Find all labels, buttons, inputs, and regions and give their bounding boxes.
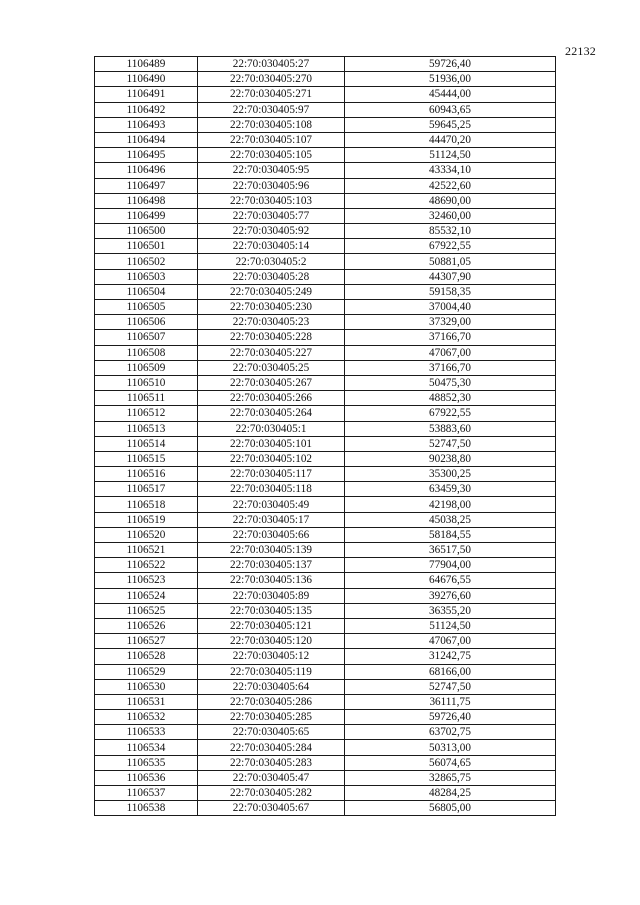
table-row <box>95 482 556 497</box>
table-row <box>95 725 556 740</box>
cadastral-number-cell: 22:70:030405:284 <box>198 740 345 755</box>
record-number-cell: 1106536 <box>95 770 198 785</box>
cadastral-number-cell: 22:70:030405:28 <box>198 269 345 284</box>
value-cell: 68166,00 <box>345 664 556 679</box>
value-cell: 52747,50 <box>345 679 556 694</box>
value-cell: 45444,00 <box>345 87 556 102</box>
table-row <box>95 679 556 694</box>
value-cell: 51124,50 <box>345 148 556 163</box>
table-row <box>95 801 556 816</box>
table-row <box>95 512 556 527</box>
cadastral-number-cell: 22:70:030405:228 <box>198 330 345 345</box>
value-cell: 47067,00 <box>345 634 556 649</box>
table-row <box>95 649 556 664</box>
value-cell: 59726,40 <box>345 57 556 72</box>
record-number-cell: 1106530 <box>95 679 198 694</box>
cadastral-value-table <box>94 56 556 816</box>
table-row <box>95 603 556 618</box>
record-number-cell: 1106526 <box>95 618 198 633</box>
cadastral-number-cell: 22:70:030405:66 <box>198 527 345 542</box>
value-cell: 32460,00 <box>345 208 556 223</box>
table-row <box>95 178 556 193</box>
cadastral-number-cell: 22:70:030405:2 <box>198 254 345 269</box>
value-cell: 56074,65 <box>345 755 556 770</box>
cadastral-number-cell: 22:70:030405:264 <box>198 406 345 421</box>
table-row <box>95 573 556 588</box>
record-number-cell: 1106533 <box>95 725 198 740</box>
cadastral-number-cell: 22:70:030405:67 <box>198 801 345 816</box>
cadastral-number-cell: 22:70:030405:285 <box>198 710 345 725</box>
record-number-cell: 1106529 <box>95 664 198 679</box>
record-number-cell: 1106496 <box>95 163 198 178</box>
table-row <box>95 239 556 254</box>
value-cell: 51936,00 <box>345 72 556 87</box>
record-number-cell: 1106498 <box>95 193 198 208</box>
value-cell: 51124,50 <box>345 618 556 633</box>
record-number-cell: 1106537 <box>95 786 198 801</box>
record-number-cell: 1106514 <box>95 436 198 451</box>
record-number-cell: 1106490 <box>95 72 198 87</box>
record-number-cell: 1106532 <box>95 710 198 725</box>
table-row <box>95 710 556 725</box>
record-number-cell: 1106493 <box>95 117 198 132</box>
table-row <box>95 148 556 163</box>
value-cell: 50313,00 <box>345 740 556 755</box>
record-number-cell: 1106499 <box>95 208 198 223</box>
table-row <box>95 436 556 451</box>
table-row <box>95 588 556 603</box>
record-number-cell: 1106489 <box>95 57 198 72</box>
cadastral-number-cell: 22:70:030405:95 <box>198 163 345 178</box>
value-cell: 39276,60 <box>345 588 556 603</box>
table-row <box>95 664 556 679</box>
cadastral-number-cell: 22:70:030405:120 <box>198 634 345 649</box>
table-row <box>95 391 556 406</box>
record-number-cell: 1106534 <box>95 740 198 755</box>
value-cell: 44307,90 <box>345 269 556 284</box>
cadastral-number-cell: 22:70:030405:118 <box>198 482 345 497</box>
value-cell: 63459,30 <box>345 482 556 497</box>
cadastral-number-cell: 22:70:030405:89 <box>198 588 345 603</box>
table-row <box>95 360 556 375</box>
record-number-cell: 1106502 <box>95 254 198 269</box>
value-cell: 56805,00 <box>345 801 556 816</box>
value-cell: 31242,75 <box>345 649 556 664</box>
value-cell: 37166,70 <box>345 360 556 375</box>
cadastral-number-cell: 22:70:030405:17 <box>198 512 345 527</box>
value-cell: 85532,10 <box>345 224 556 239</box>
record-number-cell: 1106535 <box>95 755 198 770</box>
value-cell: 37166,70 <box>345 330 556 345</box>
record-number-cell: 1106531 <box>95 694 198 709</box>
record-number-cell: 1106527 <box>95 634 198 649</box>
cadastral-number-cell: 22:70:030405:266 <box>198 391 345 406</box>
value-cell: 64676,55 <box>345 573 556 588</box>
record-number-cell: 1106494 <box>95 132 198 147</box>
value-cell: 48284,25 <box>345 786 556 801</box>
cadastral-number-cell: 22:70:030405:12 <box>198 649 345 664</box>
cadastral-number-cell: 22:70:030405:227 <box>198 345 345 360</box>
record-number-cell: 1106511 <box>95 391 198 406</box>
cadastral-number-cell: 22:70:030405:101 <box>198 436 345 451</box>
record-number-cell: 1106521 <box>95 543 198 558</box>
table-row <box>95 770 556 785</box>
record-number-cell: 1106492 <box>95 102 198 117</box>
value-cell: 32865,75 <box>345 770 556 785</box>
cadastral-number-cell: 22:70:030405:14 <box>198 239 345 254</box>
value-cell: 48852,30 <box>345 391 556 406</box>
cadastral-number-cell: 22:70:030405:136 <box>198 573 345 588</box>
record-number-cell: 1106523 <box>95 573 198 588</box>
value-cell: 63702,75 <box>345 725 556 740</box>
cadastral-number-cell: 22:70:030405:47 <box>198 770 345 785</box>
cadastral-number-cell: 22:70:030405:270 <box>198 72 345 87</box>
table-row <box>95 345 556 360</box>
record-number-cell: 1106509 <box>95 360 198 375</box>
cadastral-number-cell: 22:70:030405:77 <box>198 208 345 223</box>
cadastral-number-cell: 22:70:030405:25 <box>198 360 345 375</box>
record-number-cell: 1106506 <box>95 315 198 330</box>
cadastral-number-cell: 22:70:030405:103 <box>198 193 345 208</box>
record-number-cell: 1106515 <box>95 451 198 466</box>
table-row <box>95 315 556 330</box>
value-cell: 42198,00 <box>345 497 556 512</box>
record-number-cell: 1106524 <box>95 588 198 603</box>
value-cell: 58184,55 <box>345 527 556 542</box>
table-row <box>95 87 556 102</box>
cadastral-number-cell: 22:70:030405:97 <box>198 102 345 117</box>
value-cell: 36355,20 <box>345 603 556 618</box>
cadastral-number-cell: 22:70:030405:121 <box>198 618 345 633</box>
cadastral-number-cell: 22:70:030405:137 <box>198 558 345 573</box>
table-row <box>95 451 556 466</box>
table-row <box>95 543 556 558</box>
cadastral-number-cell: 22:70:030405:135 <box>198 603 345 618</box>
table-row <box>95 497 556 512</box>
record-number-cell: 1106512 <box>95 406 198 421</box>
table-row <box>95 224 556 239</box>
cadastral-number-cell: 22:70:030405:117 <box>198 467 345 482</box>
value-cell: 37329,00 <box>345 315 556 330</box>
value-cell: 48690,00 <box>345 193 556 208</box>
table-row <box>95 406 556 421</box>
value-cell: 37004,40 <box>345 300 556 315</box>
cadastral-number-cell: 22:70:030405:271 <box>198 87 345 102</box>
value-cell: 43334,10 <box>345 163 556 178</box>
record-number-cell: 1106538 <box>95 801 198 816</box>
record-number-cell: 1106505 <box>95 300 198 315</box>
value-cell: 60943,65 <box>345 102 556 117</box>
cadastral-number-cell: 22:70:030405:107 <box>198 132 345 147</box>
record-number-cell: 1106525 <box>95 603 198 618</box>
cadastral-number-cell: 22:70:030405:64 <box>198 679 345 694</box>
table-row <box>95 163 556 178</box>
record-number-cell: 1106528 <box>95 649 198 664</box>
table-row <box>95 117 556 132</box>
table-row <box>95 269 556 284</box>
cadastral-number-cell: 22:70:030405:102 <box>198 451 345 466</box>
table-row <box>95 102 556 117</box>
cadastral-number-cell: 22:70:030405:108 <box>198 117 345 132</box>
cadastral-number-cell: 22:70:030405:49 <box>198 497 345 512</box>
table-row <box>95 72 556 87</box>
record-number-cell: 1106516 <box>95 467 198 482</box>
table-row <box>95 421 556 436</box>
value-cell: 52747,50 <box>345 436 556 451</box>
table-row <box>95 330 556 345</box>
table-row <box>95 740 556 755</box>
value-cell: 36517,50 <box>345 543 556 558</box>
table-row <box>95 755 556 770</box>
value-cell: 53883,60 <box>345 421 556 436</box>
record-number-cell: 1106522 <box>95 558 198 573</box>
value-cell: 42522,60 <box>345 178 556 193</box>
cadastral-number-cell: 22:70:030405:92 <box>198 224 345 239</box>
value-cell: 36111,75 <box>345 694 556 709</box>
table-row <box>95 300 556 315</box>
cadastral-number-cell: 22:70:030405:283 <box>198 755 345 770</box>
cadastral-number-cell: 22:70:030405:282 <box>198 786 345 801</box>
record-number-cell: 1106501 <box>95 239 198 254</box>
value-cell: 47067,00 <box>345 345 556 360</box>
table-row <box>95 193 556 208</box>
record-number-cell: 1106500 <box>95 224 198 239</box>
table-row <box>95 467 556 482</box>
record-number-cell: 1106503 <box>95 269 198 284</box>
table-row <box>95 786 556 801</box>
table-row <box>95 558 556 573</box>
table-row <box>95 208 556 223</box>
value-cell: 50881,05 <box>345 254 556 269</box>
table-row <box>95 618 556 633</box>
value-cell: 35300,25 <box>345 467 556 482</box>
table-row <box>95 132 556 147</box>
value-cell: 59158,35 <box>345 284 556 299</box>
table-row <box>95 527 556 542</box>
record-number-cell: 1106518 <box>95 497 198 512</box>
page-number: 22132 <box>565 44 596 58</box>
value-cell: 67922,55 <box>345 239 556 254</box>
record-number-cell: 1106495 <box>95 148 198 163</box>
cadastral-number-cell: 22:70:030405:96 <box>198 178 345 193</box>
table-row <box>95 254 556 269</box>
table-row <box>95 694 556 709</box>
value-cell: 90238,80 <box>345 451 556 466</box>
record-number-cell: 1106520 <box>95 527 198 542</box>
cadastral-number-cell: 22:70:030405:119 <box>198 664 345 679</box>
cadastral-number-cell: 22:70:030405:105 <box>198 148 345 163</box>
cadastral-number-cell: 22:70:030405:230 <box>198 300 345 315</box>
value-cell: 59726,40 <box>345 710 556 725</box>
table-row <box>95 57 556 72</box>
value-cell: 67922,55 <box>345 406 556 421</box>
value-cell: 77904,00 <box>345 558 556 573</box>
table-body <box>95 57 556 816</box>
value-cell: 44470,20 <box>345 132 556 147</box>
value-cell: 50475,30 <box>345 375 556 390</box>
record-number-cell: 1106517 <box>95 482 198 497</box>
record-number-cell: 1106504 <box>95 284 198 299</box>
cadastral-number-cell: 22:70:030405:27 <box>198 57 345 72</box>
table-row <box>95 375 556 390</box>
cadastral-number-cell: 22:70:030405:249 <box>198 284 345 299</box>
table-row <box>95 284 556 299</box>
cadastral-number-cell: 22:70:030405:23 <box>198 315 345 330</box>
record-number-cell: 1106507 <box>95 330 198 345</box>
value-cell: 45038,25 <box>345 512 556 527</box>
record-number-cell: 1106497 <box>95 178 198 193</box>
record-number-cell: 1106519 <box>95 512 198 527</box>
cadastral-number-cell: 22:70:030405:286 <box>198 694 345 709</box>
record-number-cell: 1106513 <box>95 421 198 436</box>
record-number-cell: 1106491 <box>95 87 198 102</box>
record-number-cell: 1106508 <box>95 345 198 360</box>
value-cell: 59645,25 <box>345 117 556 132</box>
cadastral-number-cell: 22:70:030405:267 <box>198 375 345 390</box>
table-row <box>95 634 556 649</box>
cadastral-number-cell: 22:70:030405:65 <box>198 725 345 740</box>
record-number-cell: 1106510 <box>95 375 198 390</box>
cadastral-number-cell: 22:70:030405:1 <box>198 421 345 436</box>
cadastral-number-cell: 22:70:030405:139 <box>198 543 345 558</box>
